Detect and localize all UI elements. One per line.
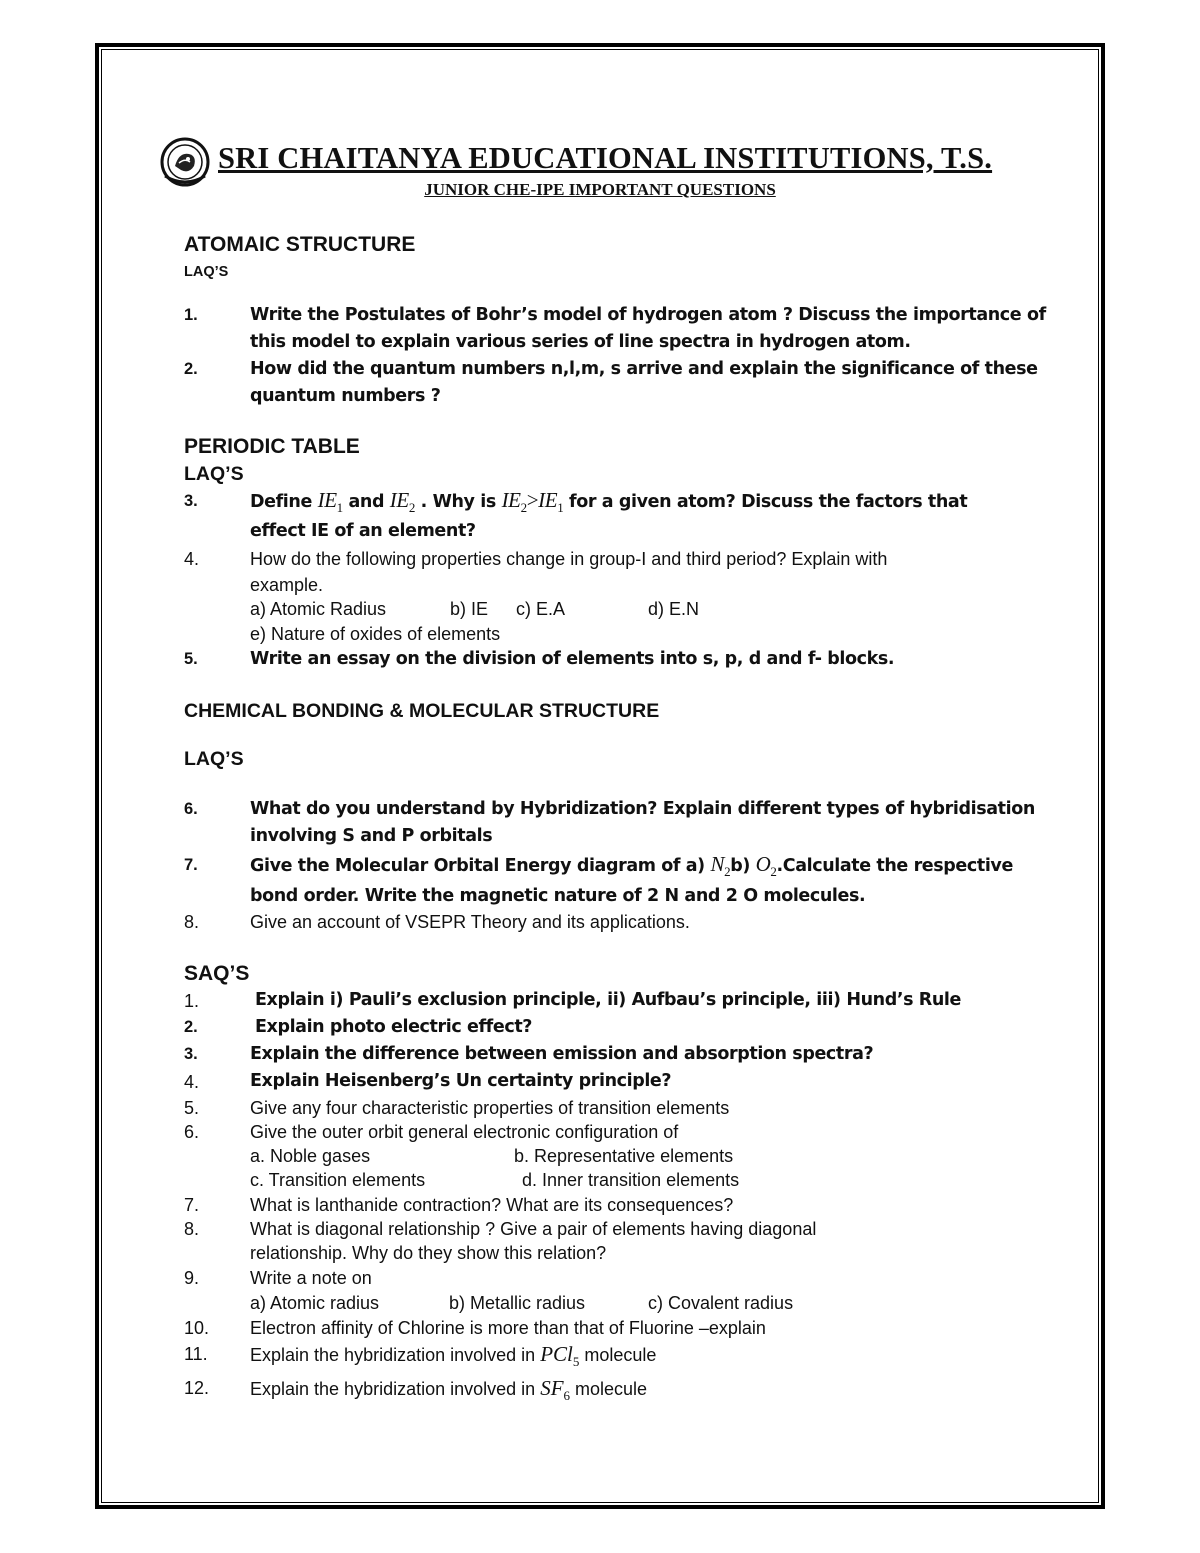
- q7-post: .Calculate the respective: [776, 856, 1013, 876]
- question-text: Electron affinity of Chlorine is more than that of Fluorine –explain: [250, 1318, 766, 1338]
- subscript: 1: [336, 500, 343, 516]
- question-number: 11.: [184, 1344, 208, 1364]
- question-number: 6.: [184, 1122, 200, 1142]
- option-a: a) Atomic radius: [250, 1293, 380, 1313]
- question-number: 1.: [184, 306, 198, 324]
- option-c: c) Covalent radius: [648, 1293, 794, 1313]
- question-number: 8.: [184, 1219, 200, 1239]
- section-heading-atomic: ATOMAIC STRUCTURE: [184, 233, 416, 256]
- option-d: d. Inner transition elements: [522, 1170, 740, 1190]
- laq-label: LAQ’S: [184, 264, 229, 280]
- question-number: 4.: [184, 1072, 200, 1092]
- subscript: 6: [563, 1388, 571, 1404]
- question-number: 1.: [184, 991, 200, 1011]
- question-text: quantum numbers ?: [250, 386, 441, 406]
- option-e: e) Nature of oxides of elements: [250, 624, 501, 644]
- question-text: [250, 488, 967, 516]
- question-number: 2.: [184, 360, 198, 378]
- ie-symbol: IE: [317, 488, 337, 512]
- s12-pre: Explain the hybridization involved in: [250, 1379, 536, 1399]
- question-number: 12.: [184, 1378, 210, 1398]
- question-text: [250, 852, 1013, 880]
- pcl-symbol: PCl: [540, 1342, 573, 1366]
- subscript: 5: [572, 1354, 580, 1370]
- subscript: 2: [520, 500, 527, 516]
- question-text: Give any four characteristic properties of transition elements: [250, 1098, 730, 1118]
- pcl5-formula: [540, 1342, 580, 1370]
- n2-formula: [710, 852, 731, 880]
- question-number: 9.: [184, 1268, 200, 1288]
- ie-symbol: IE: [501, 488, 521, 512]
- greater-than: >: [526, 488, 539, 512]
- question-text: Explain photo electric effect?: [255, 1017, 533, 1037]
- question-number: 8.: [184, 912, 200, 932]
- option-a: a) Atomic Radius: [250, 599, 387, 619]
- ie-comparison-formula: [501, 488, 564, 516]
- question-text: What is lanthanide contraction? What are its consequences?: [250, 1195, 734, 1215]
- question-text: involving S and P orbitals: [250, 826, 493, 846]
- question-text: Give the outer orbit general electronic configuration of: [250, 1122, 679, 1142]
- subscript: 2: [408, 500, 415, 516]
- n-symbol: N: [710, 852, 725, 876]
- q3-define: Define: [250, 492, 312, 512]
- option-c: c. Transition elements: [250, 1170, 426, 1190]
- question-text: [250, 1376, 647, 1404]
- document-subtitle: JUNIOR CHE-IPE IMPORTANT QUESTIONS: [424, 180, 776, 199]
- question-text: Write a note on: [250, 1268, 372, 1288]
- s12-post: molecule: [575, 1379, 648, 1399]
- o-symbol: O: [755, 852, 771, 876]
- question-text: How did the quantum numbers n,l,m, s arrive and explain the significance of these: [250, 359, 1038, 379]
- ie-symbol: IE: [389, 488, 409, 512]
- laq-label: LAQ’S: [184, 748, 244, 770]
- question-text: Write an essay on the division of elements into s, p, d and f- blocks.: [250, 649, 895, 669]
- s11-pre: Explain the hybridization involved in: [250, 1345, 536, 1365]
- question-text: effect IE of an element?: [250, 521, 476, 541]
- q3-and: and: [348, 492, 385, 512]
- sf6-formula: [540, 1376, 571, 1404]
- question-number: 7.: [184, 1195, 200, 1215]
- section-heading-bonding: CHEMICAL BONDING & MOLECULAR STRUCTURE: [184, 700, 660, 722]
- question-number: 3.: [184, 492, 198, 510]
- institution-title: SRI CHAITANYA EDUCATIONAL INSTITUTIONS, T.S.: [218, 141, 993, 175]
- question-text: relationship. Why do they show this relation?: [250, 1243, 607, 1263]
- question-text: Explain i) Pauli’s exclusion principle, ii) Aufbau’s principle, iii) Hund’s Rule: [255, 990, 961, 1010]
- ie2-formula: [389, 488, 415, 516]
- option-d: d) E.N: [648, 599, 700, 619]
- q3-why: . Why is: [420, 492, 496, 512]
- question-text: bond order. Write the magnetic nature of 2 N and 2 O molecules.: [250, 886, 866, 906]
- option-b: b) IE: [450, 599, 489, 619]
- question-number: 7.: [184, 856, 198, 874]
- ie-symbol: IE: [538, 488, 558, 512]
- laq-label: LAQ’S: [184, 463, 244, 485]
- option-c: c) E.A: [516, 599, 566, 619]
- question-text: Write the Postulates of Bohr’s model of hydrogen atom ? Discuss the importance of: [250, 305, 1046, 325]
- question-text: Give an account of VSEPR Theory and its applications.: [250, 912, 690, 932]
- option-b: b) Metallic radius: [449, 1293, 586, 1313]
- question-text: How do the following properties change in group-I and third period? Explain with: [250, 549, 888, 569]
- question-number: 5.: [184, 1098, 200, 1118]
- question-text: Explain the difference between emission and absorption spectra?: [250, 1044, 874, 1064]
- q3-rest: for a given atom? Discuss the factors that: [569, 492, 968, 512]
- question-text: this model to explain various series of line spectra in hydrogen atom.: [250, 332, 911, 352]
- q7-pre: Give the Molecular Orbital Energy diagram of a): [250, 856, 705, 876]
- subscript: 2: [724, 864, 731, 880]
- section-heading-saq: SAQ’S: [184, 962, 250, 985]
- subscript: 1: [557, 500, 564, 516]
- question-number: 3.: [184, 1045, 198, 1063]
- section-heading-periodic: PERIODIC TABLE: [184, 435, 360, 458]
- sf-symbol: SF: [540, 1376, 564, 1400]
- option-b: b. Representative elements: [514, 1146, 734, 1166]
- ie1-formula: [317, 488, 343, 516]
- subscript: 2: [770, 864, 777, 880]
- option-a: a. Noble gases: [250, 1146, 371, 1166]
- question-text: Explain Heisenberg’s Un certainty principle?: [250, 1071, 672, 1091]
- question-text: [250, 1342, 656, 1370]
- o2-formula: [755, 852, 777, 880]
- q7-b: b): [730, 856, 750, 876]
- question-number: 2.: [184, 1018, 198, 1036]
- question-number: 4.: [184, 549, 200, 569]
- question-number: 6.: [184, 800, 198, 818]
- s11-post: molecule: [584, 1345, 657, 1365]
- question-text: What is diagonal relationship ? Give a pair of elements having diagonal: [250, 1219, 817, 1239]
- question-text: example.: [250, 575, 324, 595]
- question-text: What do you understand by Hybridization? Explain different types of hybridisation: [250, 799, 1035, 819]
- question-number: 5.: [184, 650, 198, 668]
- question-number: 10.: [184, 1318, 210, 1338]
